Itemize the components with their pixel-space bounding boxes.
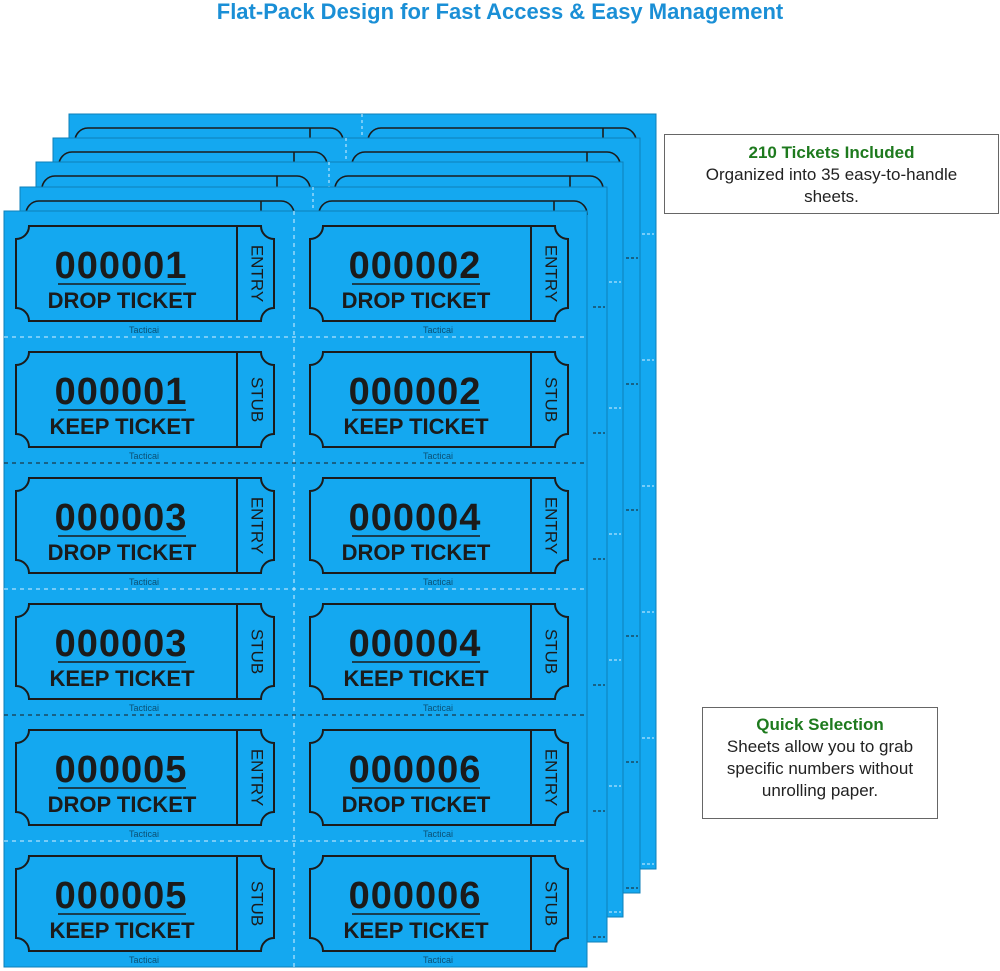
ticket-brand: Tacticai <box>128 703 160 713</box>
ticket-number: 000002 <box>348 245 482 287</box>
ticket-number: 000005 <box>54 875 188 917</box>
ticket-brand: Tacticai <box>422 325 454 335</box>
ticket-brand: Tacticai <box>422 451 454 461</box>
ticket-number: 000002 <box>348 371 482 413</box>
ticket-label: KEEP TICKET <box>49 918 195 943</box>
ticket-label: DROP TICKET <box>341 288 491 313</box>
ticket-number: 000004 <box>348 497 482 539</box>
ticket-brand: Tacticai <box>128 577 160 587</box>
ticket-label: DROP TICKET <box>341 540 491 565</box>
ticket-number: 000004 <box>348 623 482 665</box>
ticket-side-label: STUB <box>541 628 561 675</box>
ticket-number: 000001 <box>54 371 188 413</box>
ticket-number: 000001 <box>54 245 188 287</box>
ticket-number: 000005 <box>54 749 188 791</box>
ticket-label: KEEP TICKET <box>343 666 489 691</box>
callout-title: Quick Selection <box>756 715 884 734</box>
ticket-label: KEEP TICKET <box>343 414 489 439</box>
ticket-side-label: ENTRY <box>541 748 561 807</box>
callout-tickets-included <box>664 134 999 214</box>
ticket-number: 000003 <box>54 497 188 539</box>
ticket-label: DROP TICKET <box>341 792 491 817</box>
callout-body: Sheets allow you to grab specific numbers without unrolling paper. <box>726 737 914 800</box>
ticket-brand: Tacticai <box>422 955 454 965</box>
callout-title: 210 Tickets Included <box>748 143 915 162</box>
ticket-label: KEEP TICKET <box>343 918 489 943</box>
callout-body: Organized into 35 easy-to-handle sheets. <box>705 165 958 206</box>
ticket-brand: Tacticai <box>422 703 454 713</box>
ticket-brand: Tacticai <box>422 829 454 839</box>
ticket-brand: Tacticai <box>128 325 160 335</box>
ticket-side-label: ENTRY <box>541 496 561 555</box>
ticket-side-label: STUB <box>541 376 561 423</box>
ticket-side-label: ENTRY <box>247 748 267 807</box>
ticket-label: DROP TICKET <box>47 288 197 313</box>
ticket-label: DROP TICKET <box>47 540 197 565</box>
ticket-side-label: STUB <box>247 880 267 927</box>
ticket-number: 000006 <box>348 749 482 791</box>
ticket-label: KEEP TICKET <box>49 414 195 439</box>
ticket-side-label: STUB <box>541 880 561 927</box>
ticket-label: KEEP TICKET <box>49 666 195 691</box>
ticket-label: DROP TICKET <box>47 792 197 817</box>
ticket-brand: Tacticai <box>128 829 160 839</box>
callout-quick-selection <box>702 707 938 819</box>
ticket-number: 000006 <box>348 875 482 917</box>
ticket-side-label: ENTRY <box>247 496 267 555</box>
page-headline: Flat-Pack Design for Fast Access & Easy Management <box>216 0 784 24</box>
ticket-number: 000003 <box>54 623 188 665</box>
ticket-side-label: ENTRY <box>541 244 561 303</box>
ticket-side-label: STUB <box>247 628 267 675</box>
ticket-brand: Tacticai <box>422 577 454 587</box>
ticket-side-label: STUB <box>247 376 267 423</box>
ticket-brand: Tacticai <box>128 451 160 461</box>
ticket-brand: Tacticai <box>128 955 160 965</box>
ticket-side-label: ENTRY <box>247 244 267 303</box>
